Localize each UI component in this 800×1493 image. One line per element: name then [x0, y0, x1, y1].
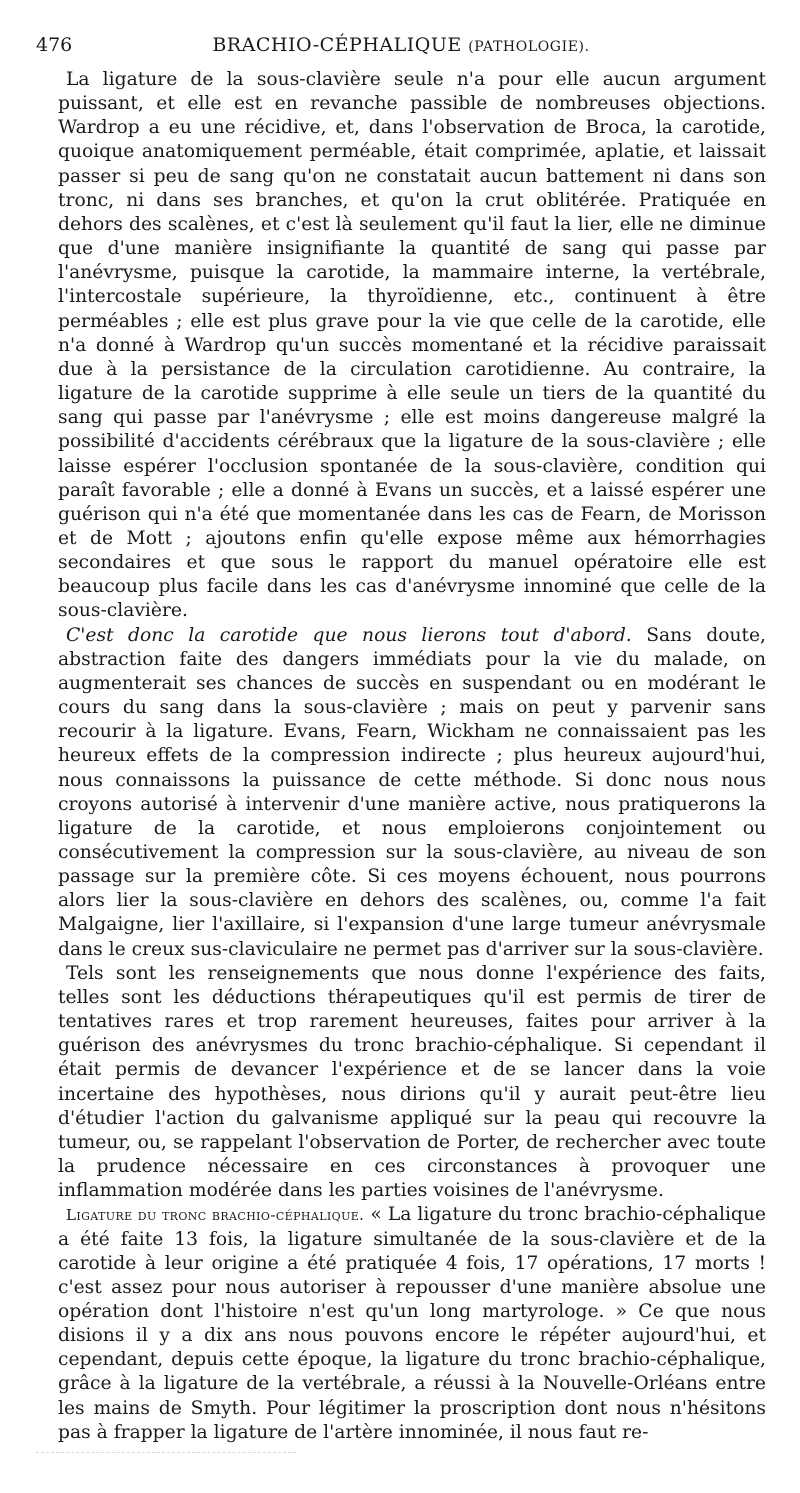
paragraph-1	[58, 68, 766, 624]
running-header	[36, 30, 766, 60]
paragraph-2	[58, 624, 766, 962]
paragraph-3-text: Tels sont les renseignements que nous donne l'expérience des faits, telles sont les déductions thérapeutiques qu'il est permis de tirer de tentatives rares et trop rarement heureuses, faites pour arriver à la guérison des anévrysmes du tronc brachio-céphalique. Si cependant il était permis de devancer l'expérience et de se lancer dans la voie incertaine des hypothèses, nous dirions qu'il y aurait peut-être lieu d'étudier l'action du galvanisme appliqué sur la peau qui recouvre la tumeur, ou, se rappelant l'observation de Porter, de rechercher avec toute la prudence nécessaire en ces circonstances à provoquer une inflammation modérée dans les parties voisines de l'anévrysme.	[58, 962, 766, 1202]
paragraph-4-text: « La ligature du tronc brachio-céphalique a été faite 13 fois, la ligature simultanée de la sous-clavière et de la carotide à leur origine a été pratiquée 4 fois, 17 opérations, 17 morts ! c'est assez pour nous autoriser à repousser d'une manière absolue une opération dont l'histoire n'est qu'un long martyrologe. » Ce que nous disions il y a dix ans nous pouvons encore le répéter aujourd'hui, et cependant, depuis cette époque, la ligature du tronc brachio-céphalique, grâce à la ligature de la vertébrale, a réussi à la Nouvelle-Orléans entre les mains de Smyth. Pour légitimer la proscription dont nous n'hésitons pas à frapper la ligature de l'artère innominée, il nous faut re-	[58, 1204, 766, 1443]
page-number: 476	[36, 34, 73, 56]
paragraph-2-italic-lead: C'est donc la carotide que nous lierons tout d'abord.	[66, 624, 632, 646]
running-title	[36, 30, 766, 62]
paragraph-3	[58, 962, 766, 1204]
body-text	[58, 68, 766, 1445]
paragraph-4	[58, 1203, 766, 1445]
paragraph-1-text: La ligature de la sous-clavière seule n'a pour elle aucun argument puissant, et elle est en revanche passible de nombreuses objections. Wardrop a eu une récidive, et, dans l'observation de Broca, la carotide, quoique anatomiquement perméable, était comprimée, aplatie, et laissait passer si peu de sang qu'on ne constatait aucun battement ni dans son tronc, ni dans ses branches, et qu'on la crut oblitérée. Pratiquée en dehors des scalènes, et c'est là seulement qu'il faut la lier, elle ne diminue que d'une manière insignifiante la quantité de sang qui passe par l'anévrysme, puisque la carotide, la mammaire interne, la vertébrale, l'intercostale supérieure, la thyroïdienne, etc., continuent à être perméables ; elle est plus grave pour la vie que celle de la carotide, elle n'a donné à Wardrop qu'un succès momentané et la récidive paraissait due à la persistance de la circulation carotidienne. Au contraire, la ligature de la carotide supprime à elle seule un tiers de la quantité du sang qui passe par l'anévrysme ; elle est moins dangereuse malgré la possibilité d'accidents cérébraux que la ligature de la sous-clavière ; elle laisse espérer l'occlusion spontanée de la sous-clavière, condition qui paraît favorable ; elle a donné à Evans un succès, et a laissé espérer une guérison qui n'a été que momentanée dans les cas de Fearn, de Morisson et de Mott ; ajoutons enfin qu'elle expose même aux hémorrhagies secondaires et que sous le rapport du manuel opératoire elle est beaucoup plus facile dans les cas d'anévrysme innominé que celle de la sous-clavière.	[58, 69, 766, 622]
paragraph-2-text: Sans doute, abstraction faite des dangers immédiats pour la vie du malade, on augmenterait ses chances de succès en suspendant ou en modérant le cours du sang dans la sous-clavière ; mais on peut y parvenir sans recourir à la ligature. Evans, Fearn, Wickham ne connaissaient pas les heureux effets de la compression indirecte ; plus heureux aujourd'hui, nous connaissons la puissance de cette méthode. Si donc nous nous croyons autorisé à intervenir d'une manière active, nous pratiquerons la ligature de la carotide, et nous emploierons conjointement ou consécutivement la compression sur la sous-clavière, au niveau de son passage sur la première côte. Si ces moyens échouent, nous pourrons alors lier la sous-clavière en dehors des scalènes, ou, comme l'a fait Malgaigne, lier l'axillaire, si l'expansion d'une large tumeur anévrysmale dans le creux sus-claviculaire ne permet pas d'arriver sur la sous-clavière.	[58, 624, 766, 960]
footer-divider	[36, 1452, 296, 1463]
running-title-main: BRACHIO-CÉPHALIQUE	[212, 34, 462, 56]
section-heading: Ligature du tronc brachio-céphalique.	[66, 1206, 365, 1225]
running-title-subtitle: (PATHOLOGIE).	[468, 39, 590, 55]
